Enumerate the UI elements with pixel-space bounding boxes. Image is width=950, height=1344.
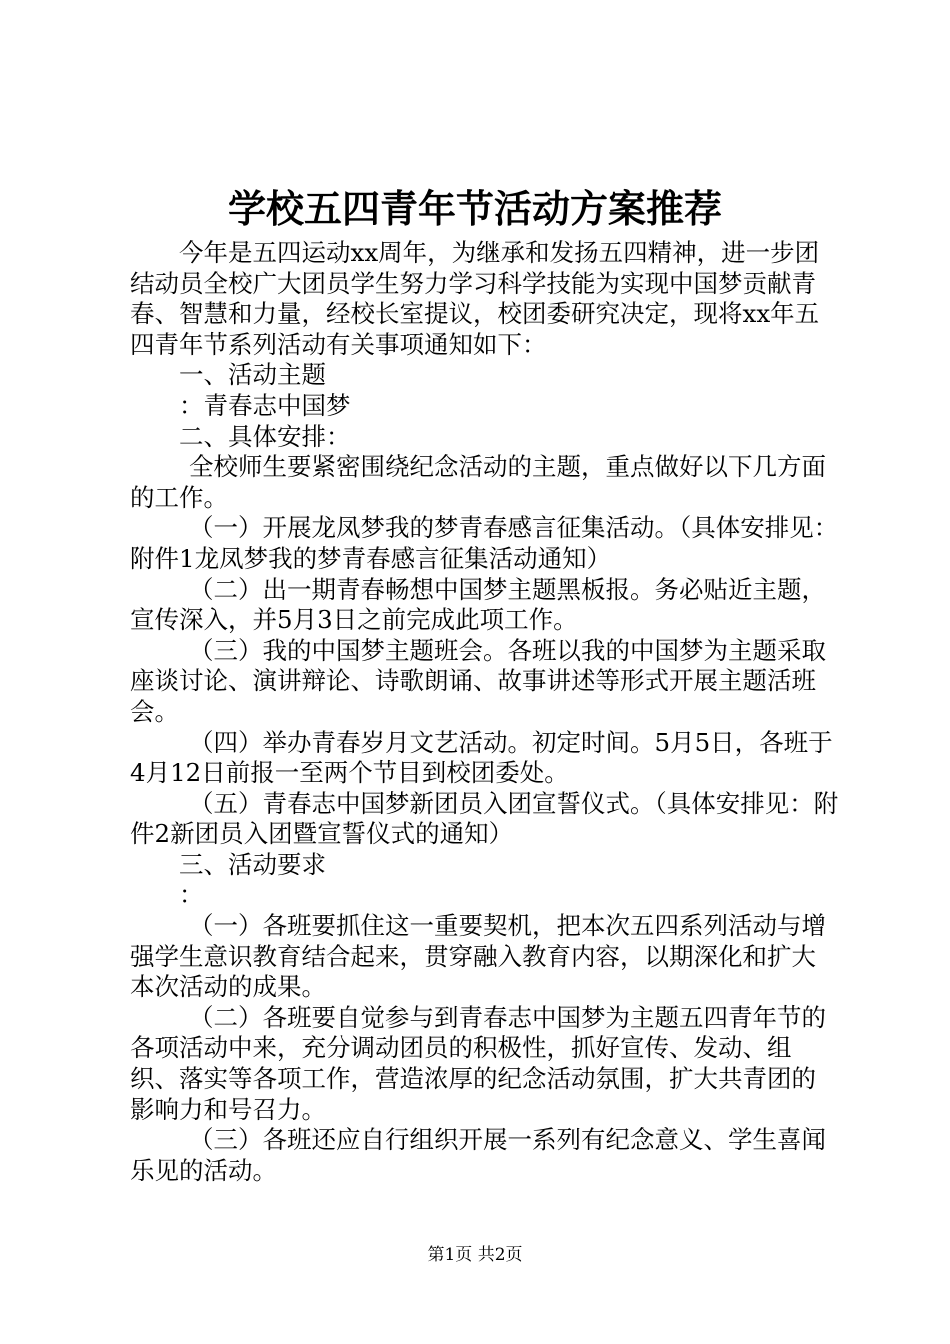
- requirement-item-3: （三）各班还应自行组织开展一系列有纪念意义、学生喜闻乐见的活动。: [130, 1125, 826, 1185]
- arrangement-item-2: （二）出一期青春畅想中国梦主题黑板报。务必贴近主题，宣传深入，并5月3日之前完成此项工作。: [130, 574, 826, 635]
- requirement-item-1: （一）各班要抓住这一重要契机，把本次五四系列活动与增强学生意识教育结合起来，贯穿融入教育内容，以期深化和扩大本次活动的成果。: [130, 911, 826, 1002]
- arrangement-item-1: （一）开展龙凤梦我的梦青春感言征集活动。（具体安排见：附件1龙凤梦我的梦青春感言征集活动通知）: [130, 513, 839, 573]
- page-number-footer: 第1页 共2页: [427, 1245, 523, 1265]
- arrangement-item-3: （三）我的中国梦主题班会。各班以我的中国梦为主题采取座谈讨论、演讲辩论、诗歌朗诵、故事讲述等形式开展主题活班会。: [130, 635, 826, 726]
- section-heading-requirements: 三、活动要求: [179, 849, 326, 879]
- requirement-item-2: （二）各班要自觉参与到青春志中国梦为主题五四青年节的各项活动中来，充分调动团员的积极性，抓好宣传、发动、组织、落实等各项工作，营造浓厚的纪念活动氛围，扩大共青团的影响力和号召力。: [130, 1002, 826, 1124]
- document-title: 学校五四青年节活动方案推荐: [227, 186, 722, 231]
- arrangement-intro: 全校师生要紧密围绕纪念活动的主题，重点做好以下几方面的工作。: [130, 452, 826, 512]
- intro-paragraph: 今年是五四运动xx周年，为继承和发扬五四精神，进一步团结动员全校广大团员学生努力学习科学技能为实现中国梦贡献青春、智慧和力量，经校长室提议，校团委研究决定，现将xx年五四青年节系列活动有关事项通知如下：: [130, 238, 820, 359]
- requirements-colon: ：: [179, 880, 204, 910]
- section-heading-theme: 一、活动主题: [179, 360, 326, 390]
- document-body: [130, 238, 840, 1186]
- arrangement-item-4: （四）举办青春岁月文艺活动。初定时间。5月5日，各班于4月12日前报一至两个节目到校团委处。: [130, 727, 833, 788]
- arrangement-item-5: （五）青春志中国梦新团员入团宣誓仪式。（具体安排见：附件2新团员入团暨宣誓仪式的通知）: [130, 788, 839, 849]
- theme-value: ：青春志中国梦: [179, 390, 351, 420]
- section-heading-arrangement: 二、具体安排：: [179, 421, 351, 451]
